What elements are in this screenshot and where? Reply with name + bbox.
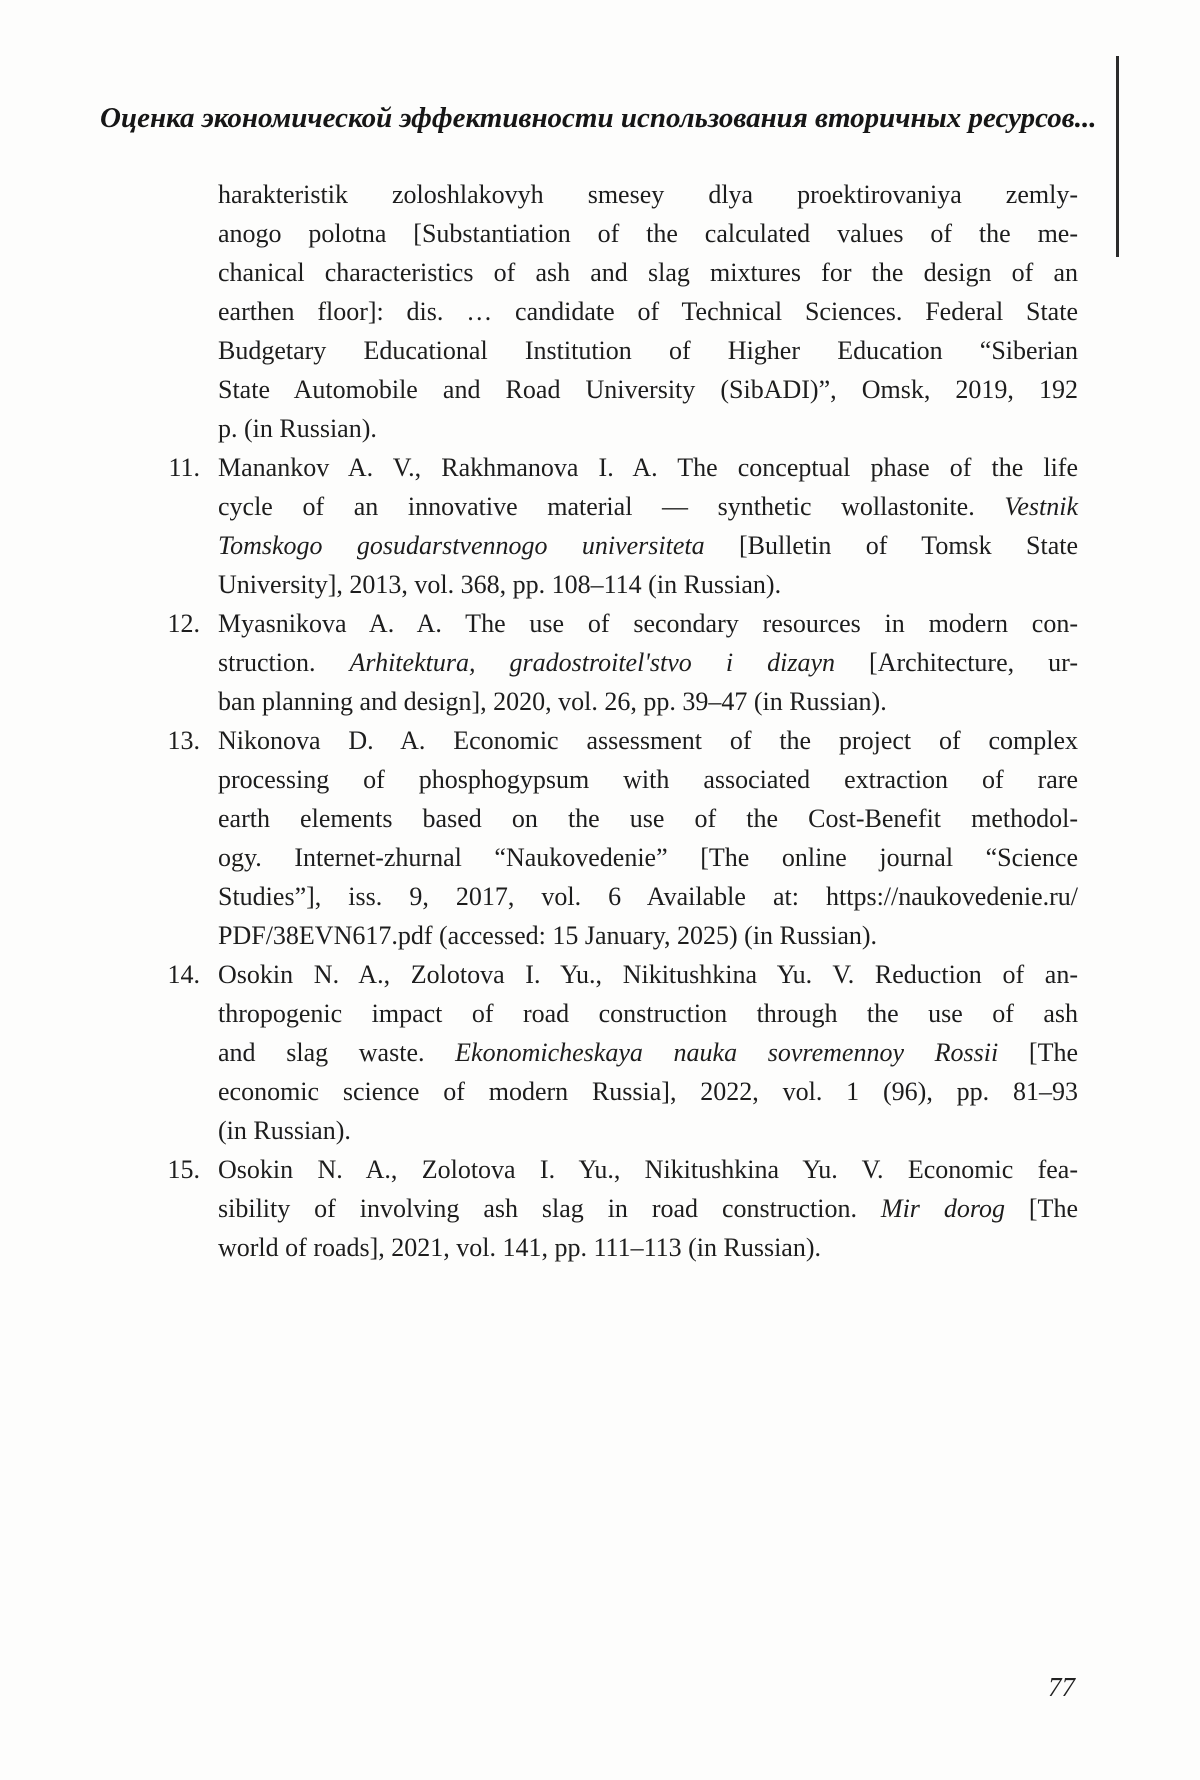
text-line xyxy=(218,682,1078,721)
reference-text: ogy. Internet-zhurnal “Naukovedenie” [The online journal “Science xyxy=(218,843,1078,872)
text-line xyxy=(218,292,1078,331)
page-number: 77 xyxy=(1048,1672,1075,1702)
text-line xyxy=(218,448,1078,487)
reference-continuation xyxy=(218,175,1078,448)
reference-text: Nikonova D. A. Economic assessment of the project of complex xyxy=(218,726,1078,755)
reference-text: Manankov A. V., Rakhmanova I. A. The conceptual phase of the life xyxy=(218,453,1078,482)
reference-text: ban planning and design], 2020, vol. 26, pp. 39–47 (in Russian). xyxy=(218,687,887,716)
text-line xyxy=(218,916,1078,955)
reference-text: Budgetary Educational Institution of Higher Education “Siberian xyxy=(218,336,1078,365)
margin-rule xyxy=(1116,56,1119,257)
text-line xyxy=(218,604,1078,643)
journal-title-italic: Mir dorog xyxy=(880,1194,1005,1223)
text-line xyxy=(218,1033,1078,1072)
reference-text: sibility of involving ash slag in road construction. xyxy=(218,1194,881,1223)
text-line xyxy=(218,1228,1078,1267)
text-line xyxy=(218,487,1078,526)
reference-text: and slag waste. xyxy=(218,1038,456,1067)
reference-item xyxy=(167,955,1078,1150)
text-line xyxy=(218,994,1078,1033)
references-list xyxy=(167,175,1078,1267)
text-line xyxy=(218,721,1078,760)
reference-text: anogo polotna [Substantiation of the calculated values of the me- xyxy=(218,219,1078,248)
running-header-title: Оценка экономической эффективности использования вторичных ресурсов... xyxy=(100,102,1097,134)
journal-title-italic: Tomskogo gosudarstvennogo universiteta xyxy=(218,531,705,560)
reference-items xyxy=(167,448,1078,1267)
reference-number: 13. xyxy=(167,726,200,755)
reference-text: [The xyxy=(998,1038,1078,1067)
journal-title-italic: Vestnik xyxy=(1004,492,1078,521)
reference-text: harakteristik zoloshlakovyh smesey dlya proektirovaniya zemly- xyxy=(218,180,1078,209)
text-line xyxy=(218,1072,1078,1111)
reference-text: State Automobile and Road University (SibADI)”, Omsk, 2019, 192 xyxy=(218,375,1078,404)
reference-number: 14. xyxy=(167,960,200,989)
reference-text: processing of phosphogypsum with associated extraction of rare xyxy=(218,765,1078,794)
text-line xyxy=(218,760,1078,799)
text-line xyxy=(218,565,1078,604)
reference-text: PDF/38EVN617.pdf (accessed: 15 January, 2025) (in Russian). xyxy=(218,921,878,950)
text-line xyxy=(218,370,1078,409)
reference-number: 12. xyxy=(167,609,200,638)
reference-number: 11. xyxy=(168,453,200,482)
reference-text: Osokin N. A., Zolotova I. Yu., Nikitushkina Yu. V. Economic fea- xyxy=(218,1155,1078,1184)
reference-text: [Architecture, ur- xyxy=(834,648,1078,677)
reference-text: University], 2013, vol. 368, pp. 108–114 (in Russian). xyxy=(218,570,782,599)
text-line xyxy=(218,409,1078,448)
text-line xyxy=(218,838,1078,877)
text-line xyxy=(218,331,1078,370)
journal-title-italic: Ekonomicheskaya nauka sovremennoy Rossii xyxy=(455,1038,999,1067)
reference-item xyxy=(168,448,1078,604)
journal-title-italic: Arhitektura, gradostroitel'stvo i dizayn xyxy=(349,648,835,677)
reference-text: p. (in Russian). xyxy=(218,414,377,443)
text-line xyxy=(218,214,1078,253)
text-line xyxy=(218,1150,1078,1189)
reference-item xyxy=(167,721,1078,955)
reference-text: earthen floor]: dis. … candidate of Technical Sciences. Federal State xyxy=(218,297,1078,326)
text-line xyxy=(218,175,1078,214)
text-line xyxy=(218,955,1078,994)
reference-text: (in Russian). xyxy=(218,1116,351,1145)
reference-text: chanical characteristics of ash and slag mixtures for the design of an xyxy=(218,258,1078,287)
reference-text: Studies”], iss. 9, 2017, vol. 6 Available at: https://naukovedenie.ru/ xyxy=(218,882,1078,911)
text-line xyxy=(218,1189,1078,1228)
reference-text: [Bulletin of Tomsk State xyxy=(704,531,1078,560)
text-line xyxy=(218,526,1078,565)
reference-number: 15. xyxy=(167,1155,200,1184)
reference-text: economic science of modern Russia], 2022, vol. 1 (96), pp. 81–93 xyxy=(218,1077,1078,1106)
reference-text: thropogenic impact of road construction through the use of ash xyxy=(218,999,1078,1028)
reference-text: cycle of an innovative material — synthetic wollastonite. xyxy=(218,492,1005,521)
text-line xyxy=(218,253,1078,292)
reference-text: Myasnikova A. A. The use of secondary resources in modern con- xyxy=(218,609,1078,638)
text-line xyxy=(218,877,1078,916)
reference-text: earth elements based on the use of the Cost-Benefit methodol- xyxy=(218,804,1078,833)
text-line xyxy=(218,799,1078,838)
reference-text: struction. xyxy=(218,648,350,677)
reference-item xyxy=(167,604,1078,721)
reference-text: [The xyxy=(1004,1194,1078,1223)
text-line xyxy=(218,643,1078,682)
text-line xyxy=(218,1111,1078,1150)
reference-item xyxy=(167,1150,1078,1267)
reference-text: world of roads], 2021, vol. 141, pp. 111–113 (in Russian). xyxy=(218,1233,822,1262)
reference-text: Osokin N. A., Zolotova I. Yu., Nikitushkina Yu. V. Reduction of an- xyxy=(218,960,1078,989)
